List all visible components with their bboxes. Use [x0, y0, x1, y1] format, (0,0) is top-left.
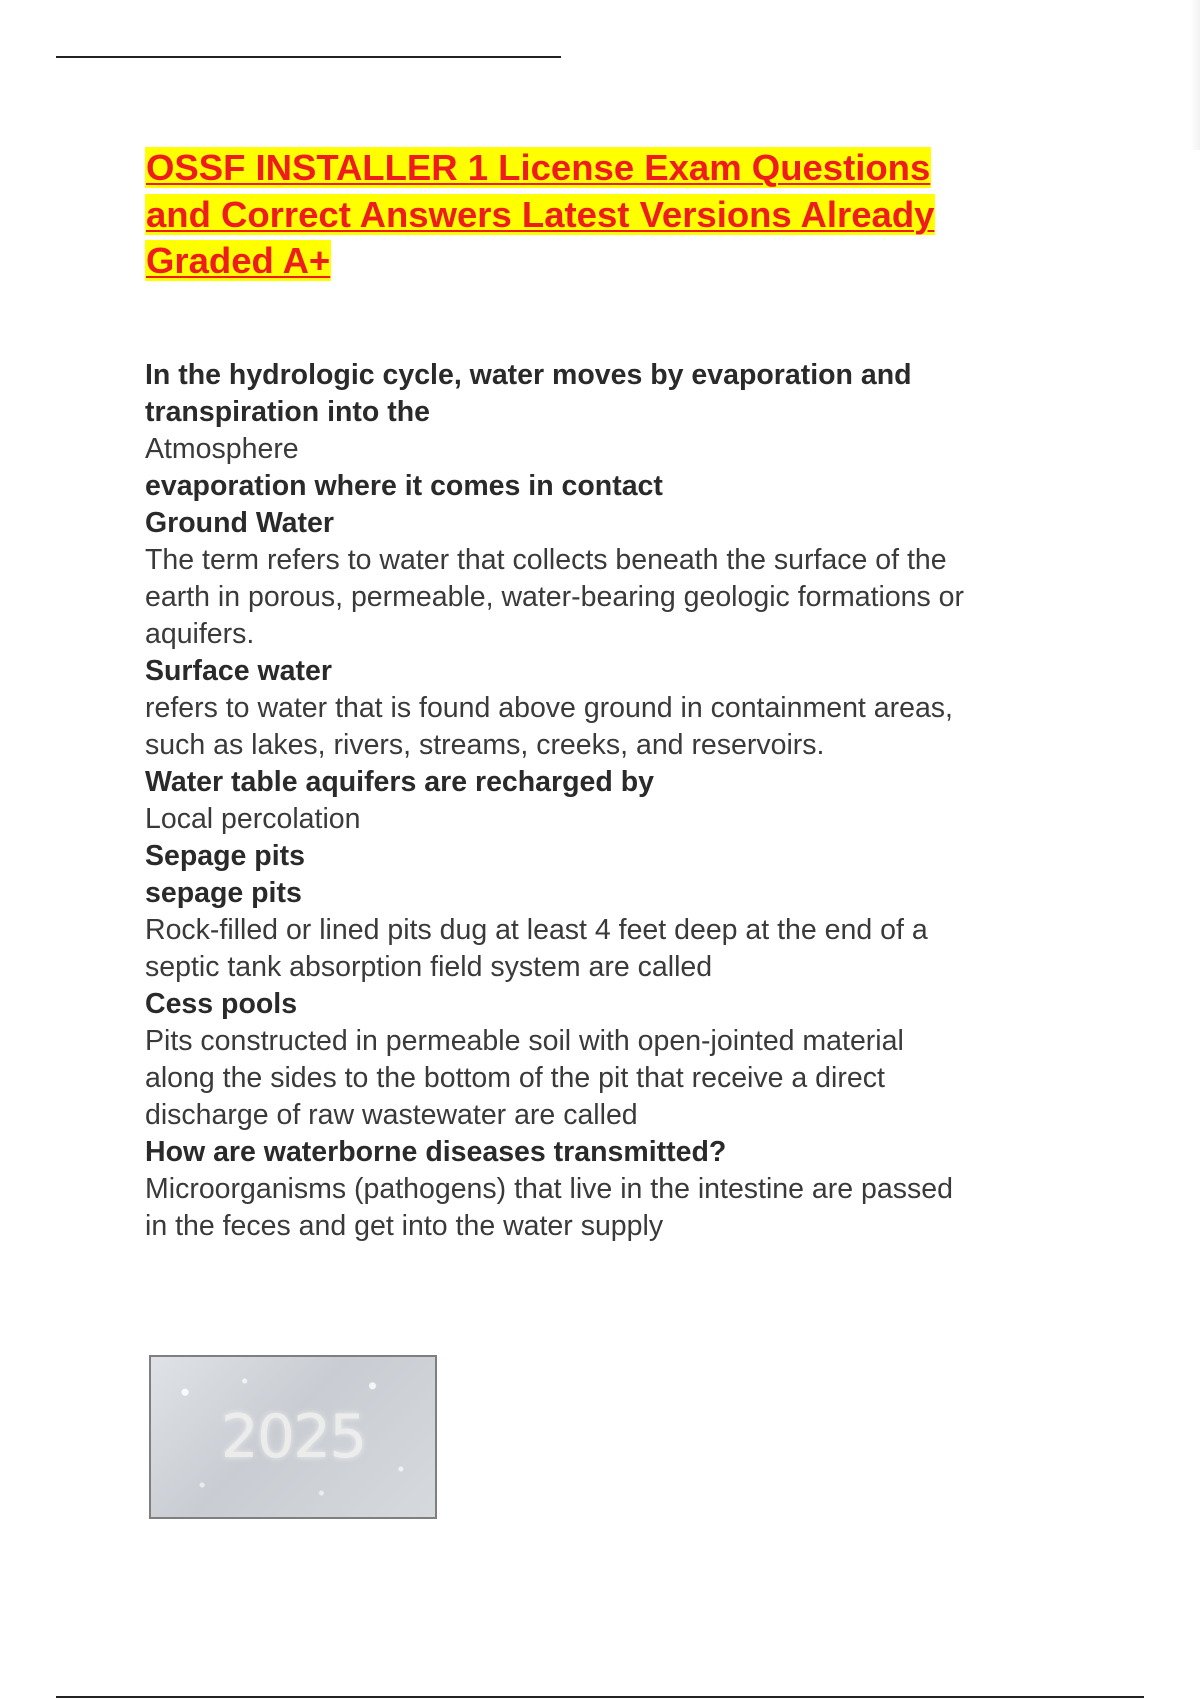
answer-line: discharge of raw wastewater are called [145, 1099, 638, 1131]
document-title [145, 145, 1045, 285]
answer-line: earth in porous, permeable, water-bearing geologic formations or [145, 581, 965, 613]
header-rule [56, 56, 561, 58]
year-badge-text: 2025 [220, 1402, 366, 1472]
answer-line: aquifers. [145, 618, 255, 650]
answer-line: Pits constructed in permeable soil with open-jointed material [145, 1025, 904, 1057]
title-line-3: Graded A+ [146, 240, 331, 281]
question-line: Cess pools [145, 988, 298, 1020]
answer-line: refers to water that is found above ground in containment areas, [145, 692, 953, 724]
answer-line: such as lakes, rivers, streams, creeks, and reservoirs. [145, 729, 825, 761]
qa-content [145, 357, 1095, 1245]
question-line: evaporation where it comes in contact [145, 470, 663, 502]
question-line: How are waterborne diseases transmitted? [145, 1136, 727, 1168]
answer-line: Local percolation [145, 803, 361, 835]
answer-line: in the feces and get into the water supply [145, 1210, 664, 1242]
question-line: transpiration into the [145, 396, 430, 428]
footer-rule [56, 1696, 1144, 1698]
question-line: sepage pits [145, 877, 302, 909]
question-line: Ground Water [145, 507, 334, 539]
question-line: Sepage pits [145, 840, 305, 872]
year-badge-image [149, 1355, 437, 1519]
answer-line: Microorganisms (pathogens) that live in the intestine are passed [145, 1173, 953, 1205]
answer-line: Atmosphere [145, 433, 299, 465]
question-line: Water table aquifers are recharged by [145, 766, 654, 798]
page-edge-shade [1190, 0, 1200, 150]
answer-line: Rock-filled or lined pits dug at least 4 feet deep at the end of a [145, 914, 928, 946]
title-line-1: OSSF INSTALLER 1 License Exam Questions [146, 147, 931, 188]
answer-line: septic tank absorption field system are called [145, 951, 713, 983]
question-line: In the hydrologic cycle, water moves by evaporation and [145, 359, 912, 391]
question-line: Surface water [145, 655, 332, 687]
title-line-2: and Correct Answers Latest Versions Already [146, 193, 935, 235]
answer-line: along the sides to the bottom of the pit that receive a direct [145, 1062, 885, 1094]
answer-line: The term refers to water that collects beneath the surface of the [145, 544, 947, 576]
